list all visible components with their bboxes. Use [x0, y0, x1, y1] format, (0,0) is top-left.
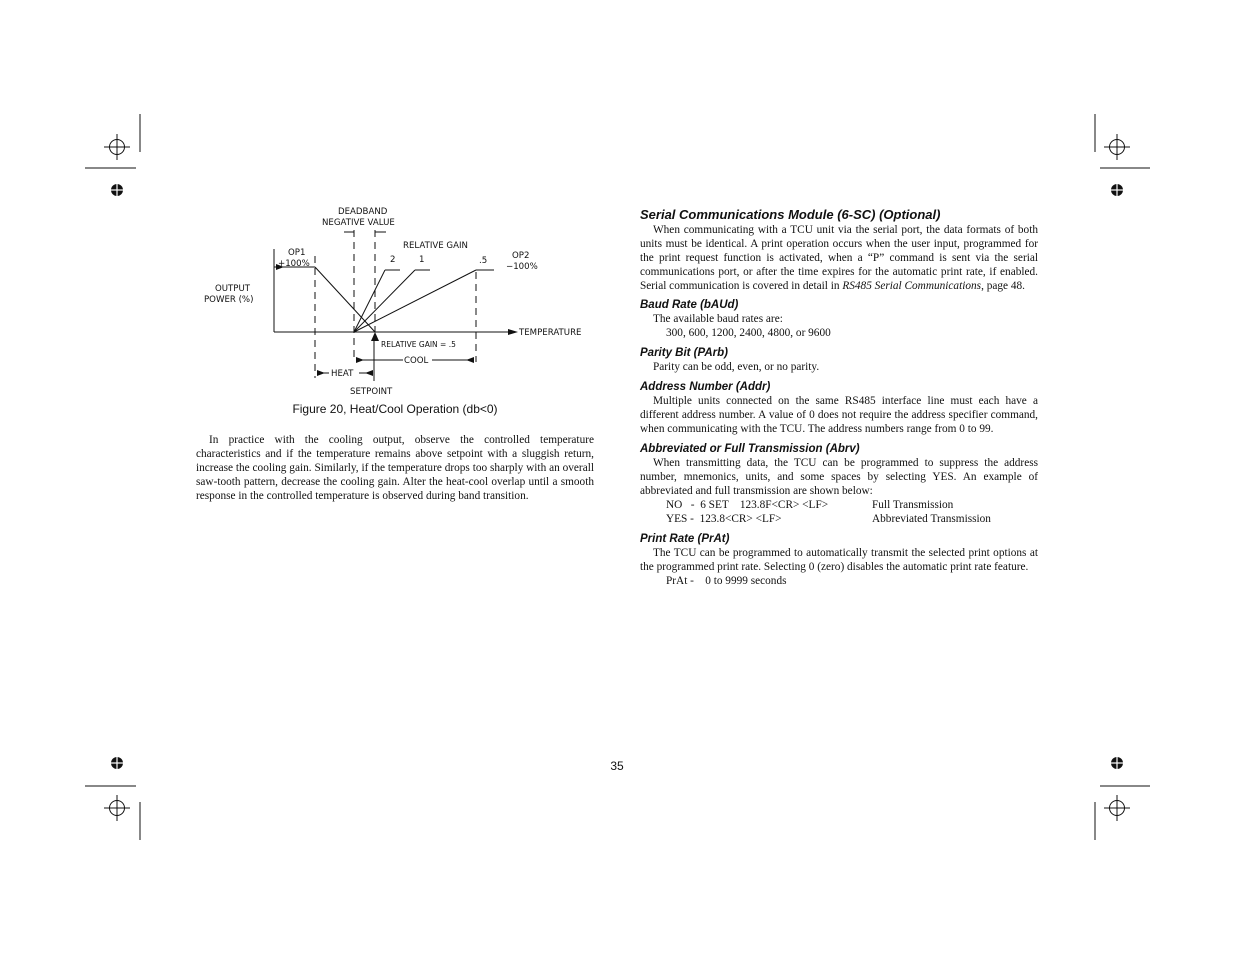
- baud-heading: Baud Rate (bAUd): [640, 299, 739, 311]
- address-heading: Address Number (Addr): [640, 381, 771, 393]
- figure-caption: Figure 20, Heat/Cool Operation (db<0): [292, 402, 498, 416]
- abrv-row-yes: [640, 512, 1038, 526]
- serial-paragraph: [640, 223, 1038, 293]
- address-paragraph: Multiple units connected on the same RS485 interface line must each have a different address number. A value of 0 does not require the address specifier command, when communicating with the TCU. The address numbers range from 0 to 99.: [640, 395, 1038, 435]
- abrv-row-no: [640, 498, 1038, 512]
- temperature-label: TEMPERATURE: [519, 328, 582, 338]
- left-paragraph: In practice with the cooling output, observe the controlled temperature characteristics and if the temperature remains above setpoint with a sluggish return, increase the cooling gain. Similarly, if the temperature drops too sharply with an overall saw-tooth pattern, decrease the cooling gain. Alter the heat-cool overlap until a smooth response in the controlled temperature is observed during band transition.: [196, 434, 594, 502]
- parity-line-1: Parity can be odd, even, or no parity.: [653, 361, 820, 373]
- op2-value-label: −100%: [506, 262, 538, 272]
- power-label: POWER (%): [204, 295, 254, 305]
- gain-1-label: 1: [419, 255, 425, 265]
- baud-line-1: The available baud rates are:: [653, 313, 783, 325]
- relative-gain-label: RELATIVE GAIN: [403, 241, 468, 251]
- serial-text-1: When communicating with a TCU unit via the serial port, the data formats of both units must be identical. A print operation occurs when the user input, programmed for the print request function is activated, when a “P” command is sent via the serial communications port, or after the time expires for the automatic print rate, if enabled. Serial communication is covered in detail in: [640, 224, 1038, 292]
- gain-2-label: 2: [390, 255, 396, 265]
- serial-reference-link: RS485 Serial Communications: [842, 280, 982, 292]
- prat-paragraph: The TCU can be programmed to automatically transmit the selected print options at the programmed print rate. Selecting 0 (zero) disables the automatic print rate feature.: [640, 547, 1038, 573]
- deadband-label: DEADBAND: [338, 207, 388, 217]
- heat-label: HEAT: [331, 369, 354, 379]
- prat-line: PrAt - 0 to 9999 seconds: [666, 575, 787, 587]
- baud-line-2: 300, 600, 1200, 2400, 4800, or 9600: [666, 327, 831, 339]
- output-label: OUTPUT: [215, 284, 251, 294]
- op2-label: OP2: [512, 251, 530, 261]
- page-number: 35: [610, 759, 624, 773]
- parity-heading: Parity Bit (PArb): [640, 347, 728, 359]
- op1-value-label: +100%: [278, 259, 310, 269]
- abrv-row-no-code: NO - 6 SET 123.8F<CR> <LF>: [666, 499, 829, 511]
- right-column: [640, 207, 1038, 588]
- prat-heading: Print Rate (PrAt): [640, 533, 730, 545]
- abrv-row-no-desc: Full Transmission: [872, 499, 954, 511]
- cool-label: COOL: [404, 356, 429, 366]
- abrv-paragraph: When transmitting data, the TCU can be programmed to suppress the address number, mnemonics, units, and some spaces by selecting YES. An example of abbreviated and full transmission are shown below:: [640, 457, 1038, 497]
- negative-value-label: NEGATIVE VALUE: [322, 218, 395, 228]
- abrv-row-yes-desc: Abbreviated Transmission: [872, 513, 991, 525]
- serial-text-2: , page 48.: [981, 280, 1025, 292]
- gain-half-label: .5: [479, 256, 488, 266]
- abrv-heading: Abbreviated or Full Transmission (Abrv): [640, 443, 860, 455]
- op1-label: OP1: [288, 248, 306, 258]
- heat-cool-diagram: [195, 200, 595, 400]
- serial-heading: Serial Communications Module (6-SC) (Optional): [640, 207, 941, 222]
- abrv-row-yes-code: YES - 123.8<CR> <LF>: [666, 513, 782, 525]
- setpoint-label: SETPOINT: [350, 387, 393, 397]
- relative-gain-eq-label: RELATIVE GAIN = .5: [381, 340, 456, 349]
